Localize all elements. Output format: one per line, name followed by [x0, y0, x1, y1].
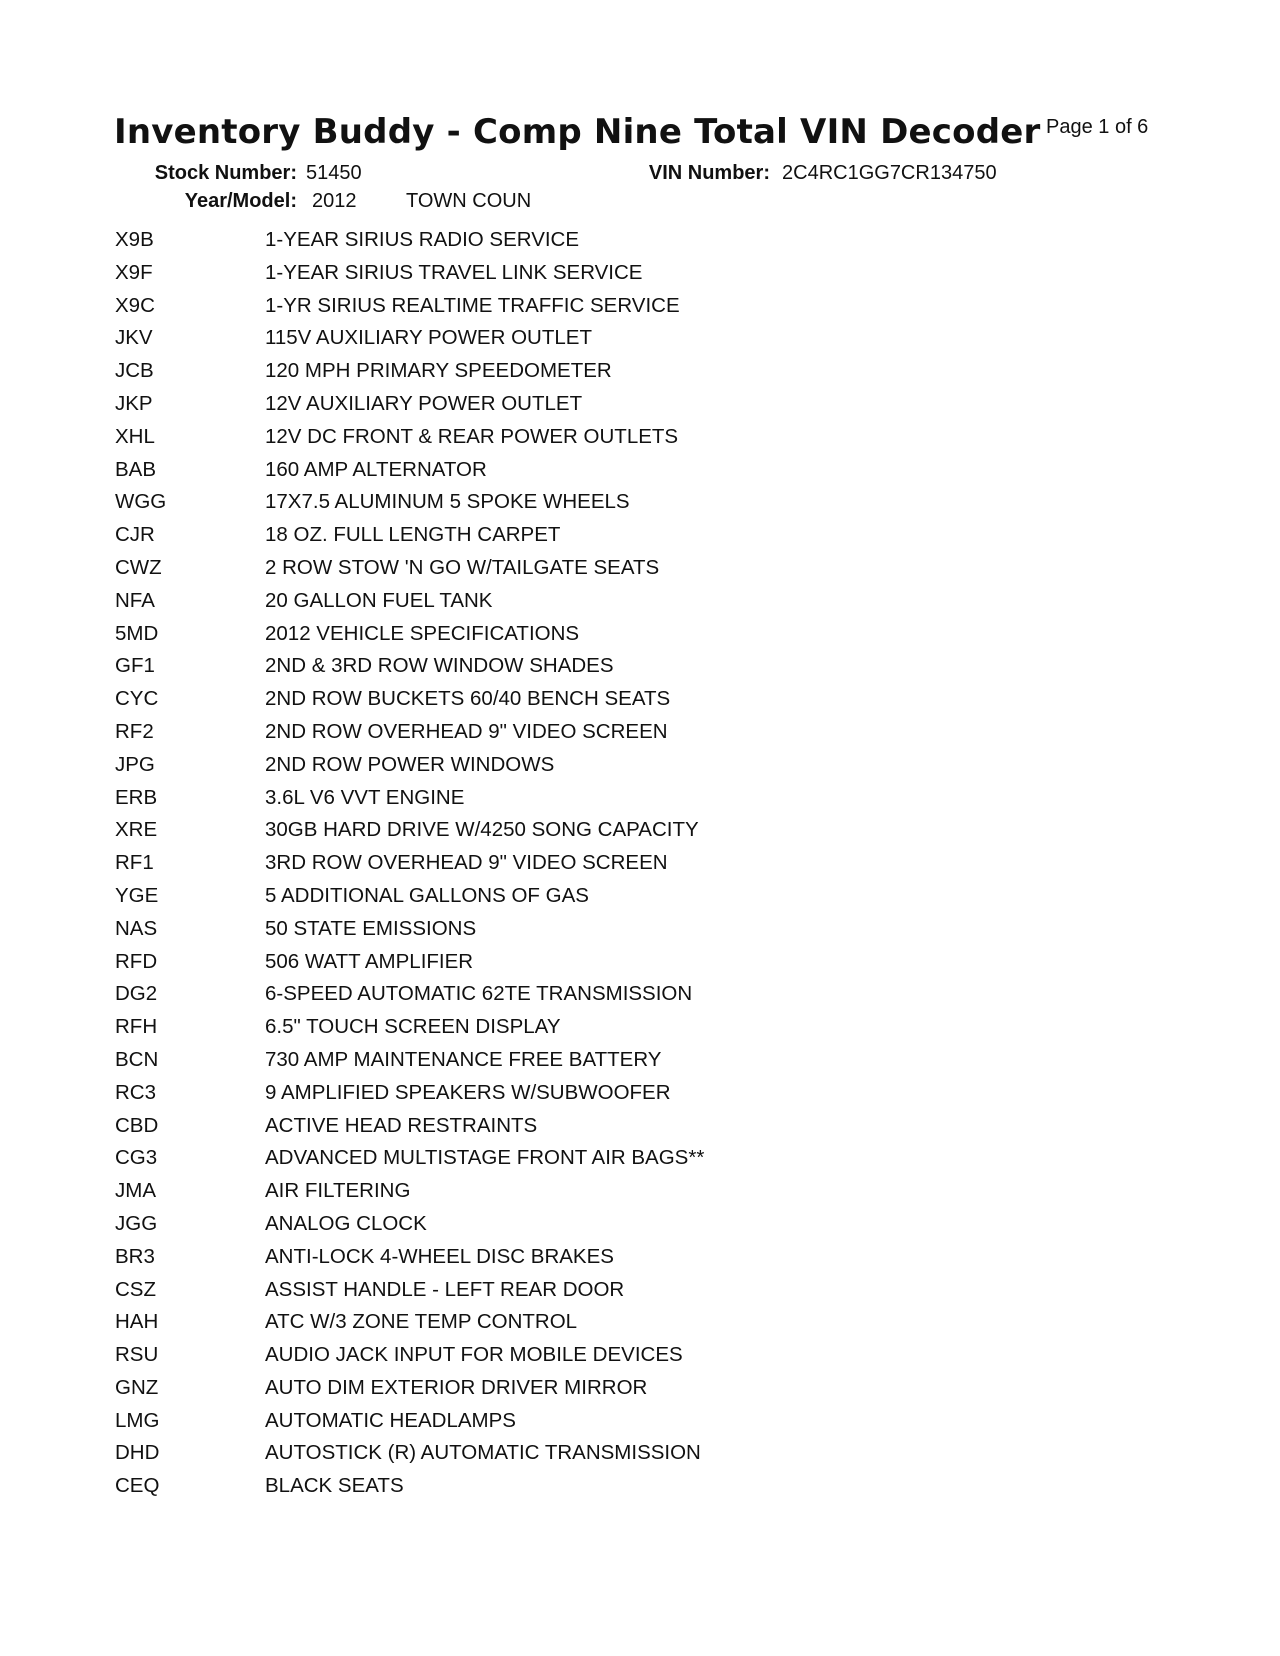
- option-code: ERB: [115, 785, 158, 809]
- option-description: 2ND ROW OVERHEAD 9" VIDEO SCREEN: [265, 719, 668, 743]
- option-description: AUTOSTICK (R) AUTOMATIC TRANSMISSION: [265, 1441, 701, 1465]
- list-item: [115, 1343, 815, 1376]
- option-code: NAS: [115, 916, 158, 940]
- list-item: [115, 1310, 815, 1343]
- vin-number-label: VIN Number:: [648, 162, 770, 184]
- page-title: Inventory Buddy - Comp Nine Total VIN Decoder: [114, 112, 1041, 152]
- option-description: 2 ROW STOW 'N GO W/TAILGATE SEATS: [265, 555, 660, 579]
- option-description: BLACK SEATS: [265, 1474, 404, 1498]
- option-code: X9B: [115, 228, 154, 251]
- list-item: [115, 884, 815, 917]
- option-description: 5 ADDITIONAL GALLONS OF GAS: [265, 883, 589, 907]
- option-code-list: [115, 228, 815, 1507]
- option-code: RC3: [115, 1080, 157, 1104]
- option-description: 1-YEAR SIRIUS RADIO SERVICE: [265, 228, 580, 251]
- option-code: X9F: [115, 260, 153, 284]
- option-code: CJR: [115, 523, 155, 547]
- option-description: 50 STATE EMISSIONS: [265, 916, 477, 940]
- option-code: LMG: [115, 1408, 160, 1432]
- option-code: RF1: [115, 851, 154, 875]
- option-code: XRE: [115, 818, 158, 842]
- list-item: [115, 654, 815, 687]
- stock-number-label: Stock Number:: [154, 162, 297, 184]
- list-item: [115, 1441, 815, 1474]
- option-description: AUTO DIM EXTERIOR DRIVER MIRROR: [265, 1375, 648, 1399]
- list-item: [115, 490, 815, 523]
- option-description: AUTOMATIC HEADLAMPS: [265, 1408, 516, 1432]
- list-item: [115, 851, 815, 884]
- option-code: CG3: [115, 1146, 158, 1170]
- list-item: [115, 1278, 815, 1311]
- option-code: BAB: [115, 457, 157, 481]
- list-item: [115, 326, 815, 359]
- option-code: RSU: [115, 1343, 159, 1367]
- option-description: ADVANCED MULTISTAGE FRONT AIR BAGS**: [265, 1146, 705, 1170]
- list-item: [115, 1376, 815, 1409]
- option-code: CWZ: [115, 555, 162, 579]
- option-code: CYC: [115, 687, 159, 711]
- list-item: [115, 950, 815, 983]
- option-description: 6.5" TOUCH SCREEN DISPLAY: [265, 1015, 561, 1039]
- list-item: [115, 1245, 815, 1278]
- list-item: [115, 982, 815, 1015]
- option-description: AIR FILTERING: [265, 1179, 411, 1203]
- option-code: BCN: [115, 1047, 159, 1071]
- model-value: TOWN COUN: [406, 190, 532, 212]
- option-code: NFA: [115, 588, 155, 612]
- list-item: [115, 786, 815, 819]
- page-number: Page 1 of 6: [1046, 116, 1149, 138]
- list-item: [115, 523, 815, 556]
- list-item: [115, 753, 815, 786]
- option-code: GF1: [115, 654, 155, 678]
- option-code: XHL: [115, 424, 155, 448]
- list-item: [115, 589, 815, 622]
- option-code: DHD: [115, 1441, 160, 1465]
- stock-number-value: 51450: [306, 162, 362, 184]
- option-description: ANALOG CLOCK: [265, 1211, 427, 1235]
- list-item: [115, 261, 815, 294]
- option-description: 12V DC FRONT & REAR POWER OUTLETS: [265, 424, 679, 448]
- option-description: ACTIVE HEAD RESTRAINTS: [265, 1113, 538, 1137]
- year-model-label: Year/Model:: [184, 190, 297, 212]
- option-code: JKP: [115, 391, 153, 415]
- list-item: [115, 1409, 815, 1442]
- option-description: 2012 VEHICLE SPECIFICATIONS: [265, 621, 580, 645]
- list-item: [115, 720, 815, 753]
- option-code: JPG: [115, 752, 155, 776]
- option-description: 3.6L V6 VVT ENGINE: [265, 785, 465, 809]
- option-description: 115V AUXILIARY POWER OUTLET: [265, 326, 592, 350]
- option-code: CSZ: [115, 1277, 156, 1301]
- option-description: 160 AMP ALTERNATOR: [265, 457, 487, 481]
- option-code: GNZ: [115, 1375, 159, 1399]
- vin-number-value: 2C4RC1GG7CR134750: [782, 162, 997, 184]
- option-description: ANTI-LOCK 4-WHEEL DISC BRAKES: [265, 1244, 614, 1268]
- option-code: RFD: [115, 949, 158, 973]
- option-description: 6-SPEED AUTOMATIC 62TE TRANSMISSION: [265, 982, 693, 1006]
- option-code: CBD: [115, 1113, 159, 1137]
- option-description: 3RD ROW OVERHEAD 9" VIDEO SCREEN: [265, 851, 668, 875]
- option-code: JKV: [115, 326, 153, 350]
- option-code: CEQ: [115, 1474, 160, 1498]
- list-item: [115, 458, 815, 491]
- option-code: DG2: [115, 982, 158, 1006]
- option-description: ATC W/3 ZONE TEMP CONTROL: [265, 1310, 578, 1334]
- list-item: [115, 294, 815, 327]
- list-item: [115, 1081, 815, 1114]
- option-description: 730 AMP MAINTENANCE FREE BATTERY: [265, 1047, 662, 1071]
- list-item: [115, 556, 815, 589]
- option-description: 9 AMPLIFIED SPEAKERS W/SUBWOOFER: [265, 1080, 671, 1104]
- list-item: [115, 687, 815, 720]
- option-code: HAH: [115, 1310, 159, 1334]
- option-description: 2ND ROW POWER WINDOWS: [265, 752, 555, 776]
- option-description: 1-YEAR SIRIUS TRAVEL LINK SERVICE: [265, 260, 643, 284]
- option-code: RF2: [115, 719, 154, 743]
- option-code: JCB: [115, 359, 154, 383]
- option-description: 2ND ROW BUCKETS 60/40 BENCH SEATS: [265, 687, 671, 711]
- option-description: 120 MPH PRIMARY SPEEDOMETER: [265, 359, 612, 383]
- option-description: 20 GALLON FUEL TANK: [265, 588, 493, 612]
- list-item: [115, 1212, 815, 1245]
- list-item: [115, 1114, 815, 1147]
- option-code: YGE: [115, 883, 159, 907]
- option-description: 17X7.5 ALUMINUM 5 SPOKE WHEELS: [265, 490, 630, 514]
- list-item: [115, 1146, 815, 1179]
- option-description: 1-YR SIRIUS REALTIME TRAFFIC SERVICE: [265, 293, 680, 317]
- list-item: [115, 425, 815, 458]
- option-code: BR3: [115, 1244, 155, 1268]
- option-code: WGG: [115, 490, 167, 514]
- list-item: [115, 1048, 815, 1081]
- list-item: [115, 818, 815, 851]
- option-description: 506 WATT AMPLIFIER: [265, 949, 474, 973]
- list-item: [115, 359, 815, 392]
- list-item: [115, 1015, 815, 1048]
- option-description: 30GB HARD DRIVE W/4250 SONG CAPACITY: [265, 818, 699, 842]
- option-description: ASSIST HANDLE - LEFT REAR DOOR: [265, 1277, 625, 1301]
- option-code: RFH: [115, 1015, 158, 1039]
- option-code: X9C: [115, 293, 155, 317]
- list-item: [115, 917, 815, 950]
- list-item: [115, 1474, 815, 1507]
- option-code: JGG: [115, 1211, 158, 1235]
- list-item: [115, 228, 815, 261]
- list-item: [115, 392, 815, 425]
- year-value: 2012: [312, 190, 357, 212]
- option-description: 18 OZ. FULL LENGTH CARPET: [265, 523, 561, 547]
- option-code: JMA: [115, 1179, 156, 1203]
- option-description: AUDIO JACK INPUT FOR MOBILE DEVICES: [265, 1343, 683, 1367]
- option-code: 5MD: [115, 621, 159, 645]
- list-item: [115, 622, 815, 655]
- list-item: [115, 1179, 815, 1212]
- option-description: 12V AUXILIARY POWER OUTLET: [265, 391, 583, 415]
- option-description: 2ND & 3RD ROW WINDOW SHADES: [265, 654, 614, 678]
